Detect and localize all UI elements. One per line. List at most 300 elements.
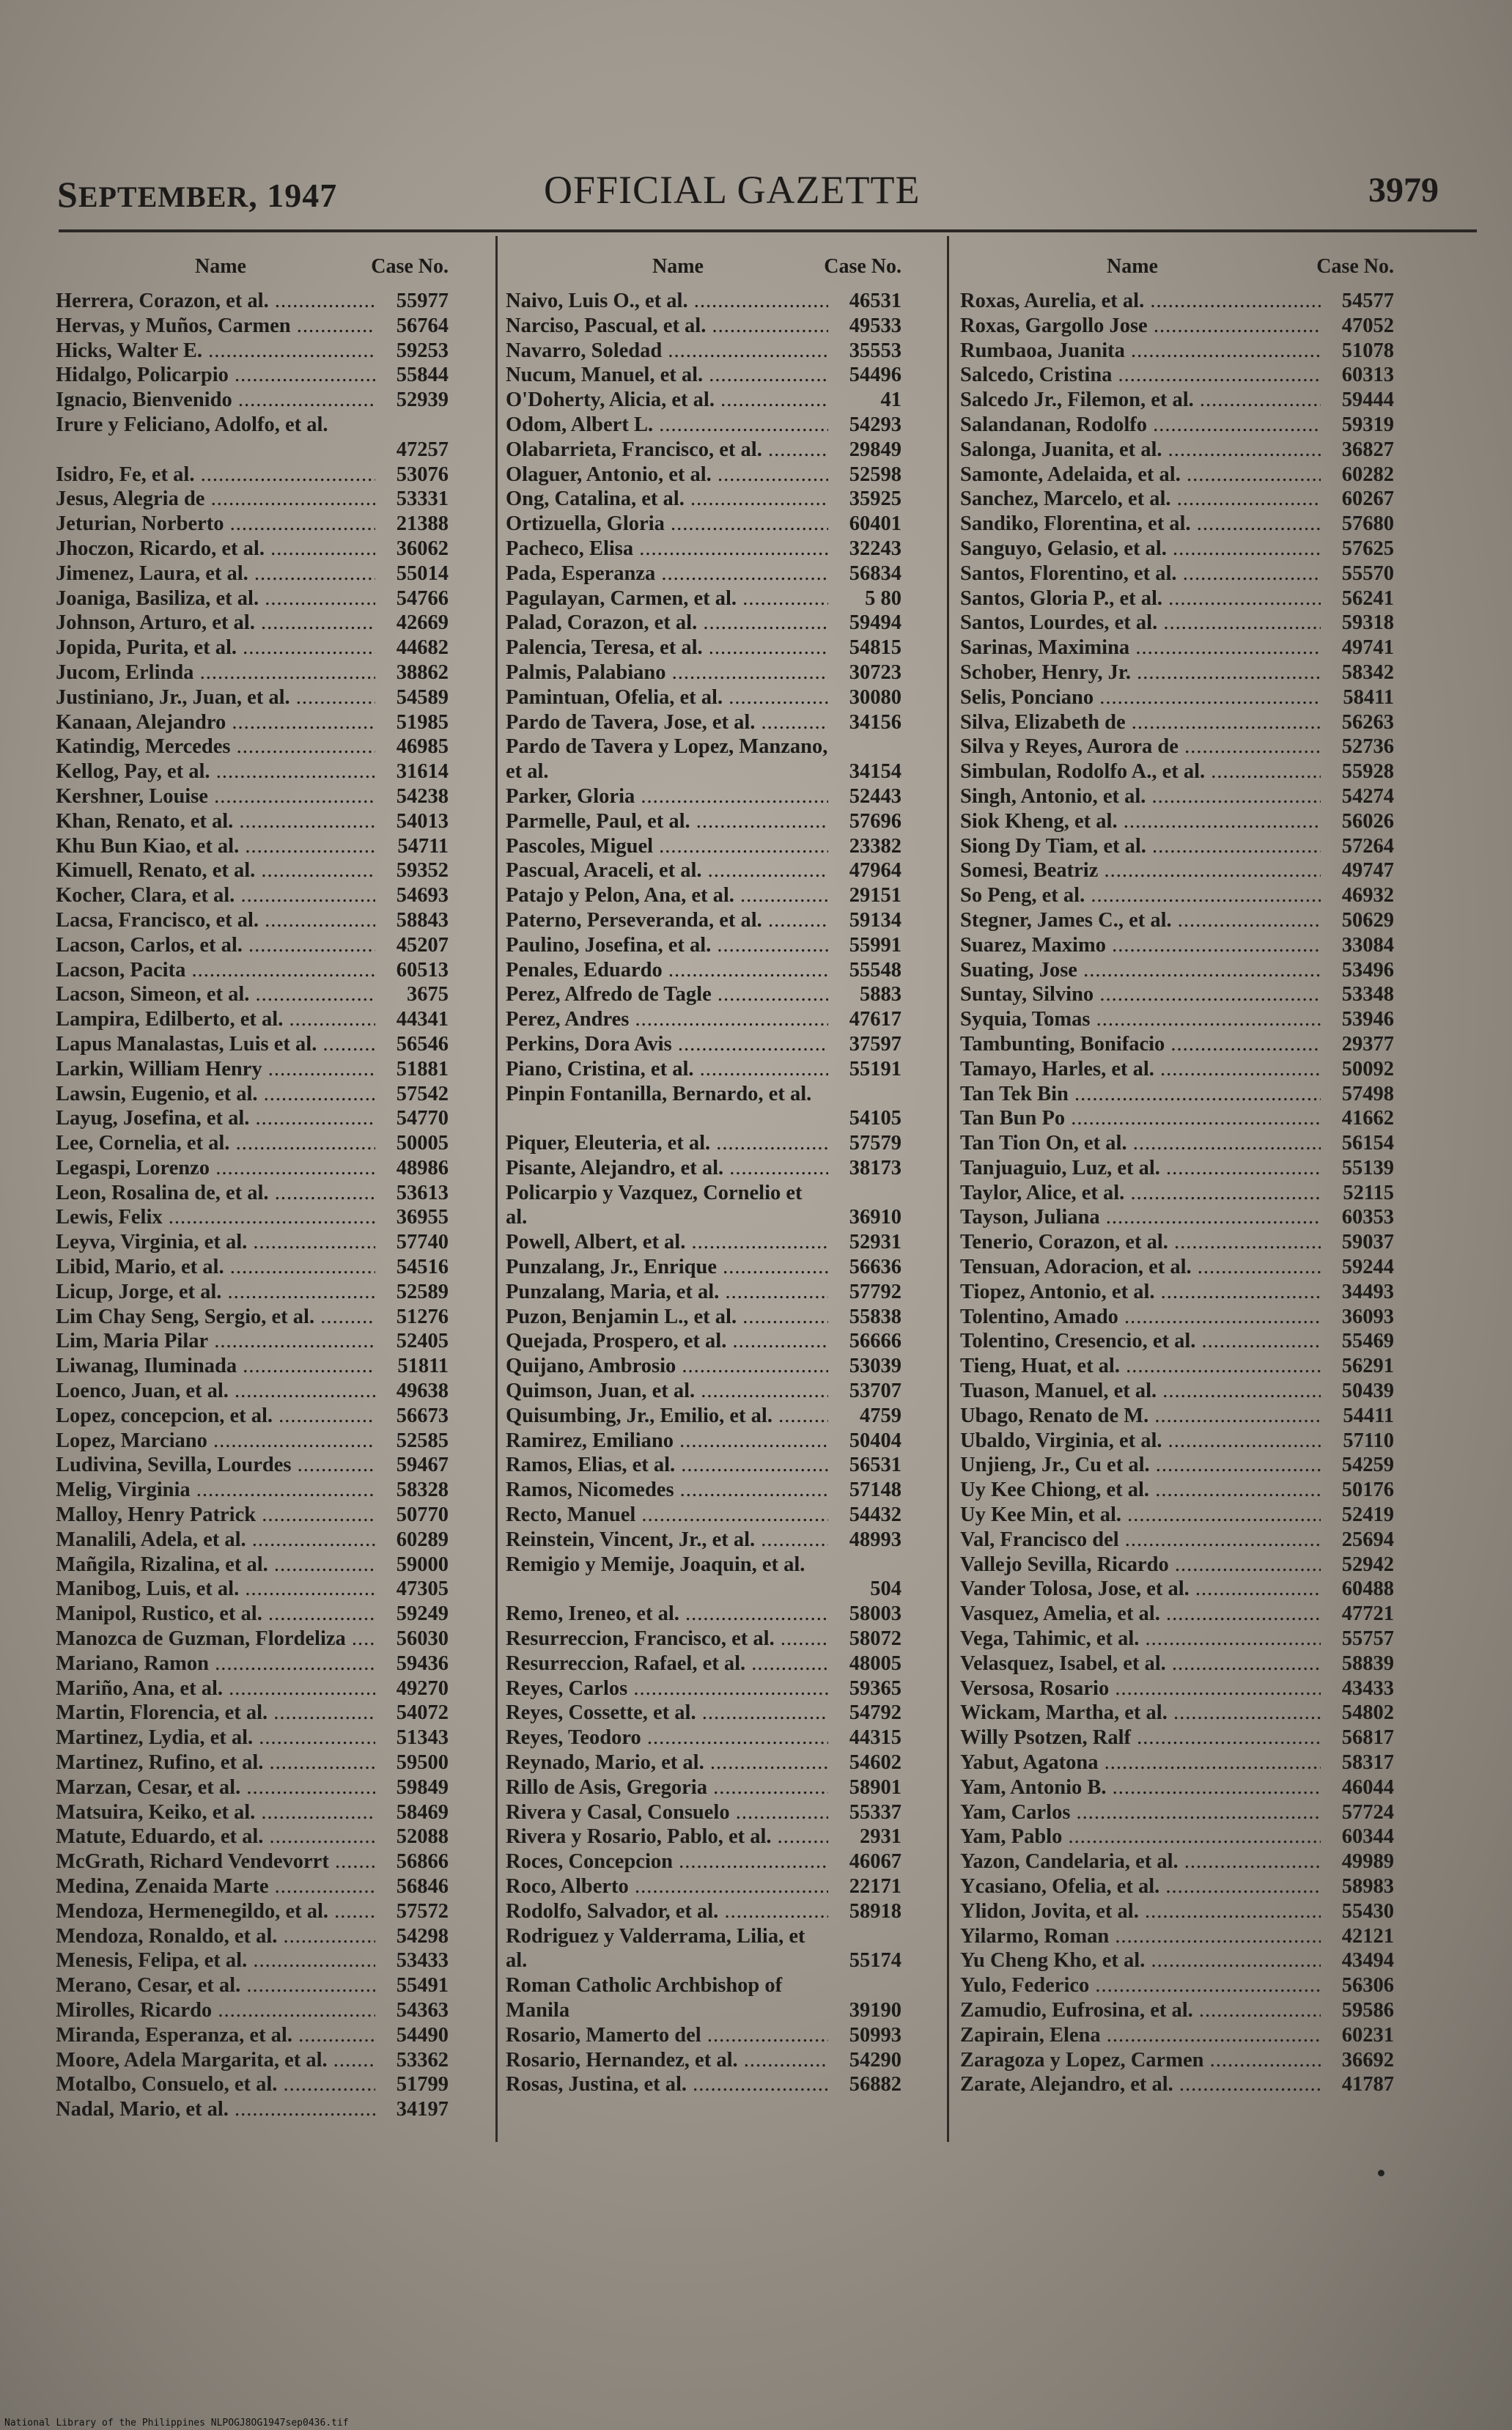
entry-case-number: 54259 — [1341, 1454, 1394, 1477]
column-1 — [56, 255, 449, 2122]
entry-case-number: 58843 — [396, 908, 449, 932]
column-3 — [960, 255, 1394, 2097]
index-entry — [960, 1404, 1394, 1429]
entry-name: Siong Dy Tiam, et al. ..... — [960, 834, 1321, 859]
entry-name: Mañgila, Rizalina, et al. ..... — [56, 1553, 375, 1577]
index-entry — [506, 1899, 901, 1924]
entry-name: Uy Kee Chiong, et al. ..... — [960, 1478, 1321, 1503]
entry-name: Pamintuan, Ofelia, et al. ..... — [506, 685, 828, 710]
entry-case-number: 55844 — [396, 364, 449, 387]
entry-name: Silva y Reyes, Aurora de ..... — [960, 734, 1321, 759]
index-entry — [960, 1255, 1394, 1280]
entry-name: Olaguer, Antonio, et al. ..... — [506, 463, 828, 487]
entry-case-number: 44341 — [396, 1008, 449, 1031]
entry-name: Vander Tolosa, Jose, et al. ..... — [960, 1577, 1321, 1602]
entry-name: So Peng, et al. ..... — [960, 883, 1321, 908]
index-entry — [56, 1156, 449, 1181]
entry-name: Libid, Mario, et al. ..... — [56, 1255, 375, 1280]
entry-name: Punzalang, Maria, et al. ..... — [506, 1280, 828, 1305]
entry-case-number: 60313 — [1341, 364, 1394, 387]
entry-case-number: 59244 — [1341, 1256, 1394, 1279]
entry-case-number: 51343 — [396, 1726, 449, 1750]
entry-case-number: 59037 — [1341, 1231, 1394, 1254]
entry-case-number: 55991 — [849, 933, 901, 957]
entry-case-number: 56546 — [396, 1032, 449, 1056]
index-entry — [506, 1924, 901, 1974]
index-entry — [960, 883, 1394, 908]
entry-case-number: 41662 — [1341, 1107, 1394, 1130]
entry-name: Navarro, Soledad ..... — [506, 339, 828, 364]
entry-case-number: 504 — [870, 1577, 901, 1601]
entry-name: Rosas, Justina, et al. ..... — [506, 2072, 828, 2097]
index-entry — [960, 1652, 1394, 1676]
entry-name: Jesus, Alegria de ..... — [56, 487, 375, 512]
entry-name: Salcedo Jr., Filemon, et al. ..... — [960, 388, 1321, 413]
entry-name: Suating, Jose ..... — [960, 958, 1321, 983]
index-entry — [56, 908, 449, 933]
entry-name: Taylor, Alice, et al. ..... — [960, 1181, 1321, 1206]
entry-case-number: 54766 — [396, 586, 449, 610]
index-entry — [506, 1849, 901, 1874]
index-entry — [506, 1057, 901, 1082]
index-entry — [56, 1503, 449, 1528]
index-entry — [56, 512, 449, 537]
entry-case-number: 56263 — [1341, 710, 1394, 734]
entry-case-number: 56241 — [1341, 586, 1394, 610]
entry-case-number: 46067 — [849, 1850, 901, 1874]
entry-name: Pagulayan, Carmen, et al. ..... — [506, 586, 828, 611]
index-entry — [960, 1106, 1394, 1131]
entry-case-number: 4759 — [860, 1404, 901, 1427]
entry-name: Matute, Eduardo, et al. ..... — [56, 1825, 375, 1849]
index-entry — [960, 611, 1394, 636]
entry-case-number: 56291 — [1341, 1355, 1394, 1378]
entry-case-number: 47617 — [849, 1008, 901, 1031]
index-entry — [960, 388, 1394, 413]
index-entry — [960, 1825, 1394, 1849]
index-entry — [56, 1726, 449, 1750]
entry-name: Rodolfo, Salvador, et al. ..... — [506, 1899, 828, 1924]
index-entry — [960, 1429, 1394, 1454]
index-entry — [56, 1924, 449, 1949]
entry-case-number: 55014 — [396, 562, 449, 585]
entry-name: Yam, Carlos ..... — [960, 1800, 1321, 1825]
scan-footer: National Library of the Philippines NLPOGJ8OG1947sep0436.tif — [4, 2418, 349, 2429]
entry-name: Hicks, Walter E. ..... — [56, 339, 375, 364]
entry-case-number: 58411 — [1343, 685, 1394, 709]
entry-name: Yabut, Agatona ..... — [960, 1750, 1321, 1775]
index-entry — [56, 2072, 449, 2097]
index-entry — [960, 809, 1394, 834]
index-entry — [506, 1775, 901, 1800]
index-entry — [56, 562, 449, 586]
index-entry — [960, 1082, 1394, 1107]
index-entry — [506, 2072, 901, 2097]
index-entry — [960, 1775, 1394, 1800]
entry-case-number: 5883 — [860, 983, 901, 1006]
entry-case-number: 58328 — [396, 1479, 449, 1502]
entry-case-number: 52931 — [849, 1231, 901, 1254]
index-entry — [506, 784, 901, 809]
index-entry — [56, 1453, 449, 1478]
entry-name: Singh, Antonio, et al. ..... — [960, 784, 1321, 809]
index-entry — [960, 982, 1394, 1007]
entry-name: Stegner, James C., et al. ..... — [960, 908, 1321, 933]
entry-name: Quejada, Prospero, et al. ..... — [506, 1329, 828, 1354]
entry-name: O'Doherty, Alicia, et al. ..... — [506, 388, 828, 413]
index-entry — [56, 2097, 449, 2122]
index-entry — [56, 1181, 449, 1206]
entry-name: Justiniano, Jr., Juan, et al. ..... — [56, 685, 375, 710]
index-entry — [56, 1230, 449, 1255]
entry-name: Lewis, Felix ..... — [56, 1205, 375, 1230]
index-entry — [56, 1429, 449, 1454]
entry-name: Tayson, Juliana ..... — [960, 1205, 1321, 1230]
entry-name: Tanjuaguio, Luz, et al. ..... — [960, 1156, 1321, 1181]
column-header — [506, 255, 901, 289]
entry-case-number: 55139 — [1341, 1156, 1394, 1179]
index-entry — [506, 908, 901, 933]
index-entry — [960, 512, 1394, 537]
index-entry — [960, 685, 1394, 710]
index-entry — [506, 1404, 901, 1429]
index-entry — [960, 1800, 1394, 1825]
entry-name: Syquia, Tomas ..... — [960, 1007, 1321, 1032]
entry-case-number: 36093 — [1341, 1305, 1394, 1328]
entry-name: Mendoza, Hermenegildo, et al. ..... — [56, 1899, 375, 1924]
index-entry — [56, 1577, 449, 1602]
entry-case-number: 43494 — [1341, 1949, 1394, 1973]
index-entry — [960, 908, 1394, 933]
index-entry — [960, 1329, 1394, 1354]
index-entry — [960, 1131, 1394, 1156]
index-entry — [960, 2072, 1394, 2097]
entry-case-number: 34493 — [1341, 1280, 1394, 1303]
entry-name: Pardo de Tavera, Jose, et al. ..... — [506, 710, 828, 735]
entry-case-number: 52736 — [1341, 735, 1394, 759]
index-entry — [56, 537, 449, 562]
index-entry — [56, 1627, 449, 1652]
publication-title: OFFICIAL GAZETTE — [544, 168, 921, 212]
entry-name: Mariano, Ramon ..... — [56, 1652, 375, 1676]
entry-name: Menesis, Felipa, et al. ..... — [56, 1948, 375, 1973]
index-entry — [506, 1800, 901, 1825]
index-entry — [960, 1156, 1394, 1181]
entry-case-number: 51799 — [396, 2073, 449, 2096]
index-entry — [506, 363, 901, 388]
index-entry — [960, 710, 1394, 735]
index-entry — [56, 834, 449, 859]
entry-case-number: 58983 — [1341, 1875, 1394, 1898]
index-entry — [960, 487, 1394, 512]
entry-name: Parmelle, Paul, et al. ..... — [506, 809, 828, 834]
entry-name: Lacson, Carlos, et al. ..... — [56, 933, 375, 958]
entry-case-number: 56666 — [849, 1330, 901, 1353]
entry-name: Zamudio, Eufrosina, et al. ..... — [960, 1998, 1321, 2023]
entry-name: Patajo y Pelon, Ana, et al. ..... — [506, 883, 828, 908]
entry-name: Johnson, Arturo, et al. ..... — [56, 611, 375, 636]
entry-name: Naivo, Luis O., et al. ..... — [506, 289, 828, 314]
index-entry — [506, 1750, 901, 1775]
index-entry — [506, 734, 901, 784]
entry-name: Kocher, Clara, et al. ..... — [56, 883, 375, 908]
entry-name: Palmis, Palabiano ..... — [506, 660, 828, 685]
entry-case-number: 54711 — [397, 834, 449, 858]
entry-name: Lampira, Edilberto, et al. ..... — [56, 1007, 375, 1032]
index-entry — [506, 1305, 901, 1330]
entry-case-number: 54496 — [849, 364, 901, 387]
entry-name: Isidro, Fe, et al. ..... — [56, 463, 375, 487]
entry-name: Medina, Zenaida Marte ..... — [56, 1874, 375, 1899]
entry-name: Roxas, Gargollo Jose ..... — [960, 314, 1321, 339]
entry-name: Ramirez, Emiliano ..... — [506, 1429, 828, 1454]
entry-name: Resurreccion, Rafael, et al. ..... — [506, 1652, 828, 1676]
entry-name: Tensuan, Adoracion, et al. ..... — [960, 1255, 1321, 1280]
index-entry — [56, 388, 449, 413]
entry-name: Joaniga, Basiliza, et al. ..... — [56, 586, 375, 611]
entry-case-number: 47052 — [1341, 314, 1394, 337]
entry-name: Melig, Virginia ..... — [56, 1478, 375, 1503]
index-entry — [506, 1156, 901, 1181]
entry-name: Wickam, Martha, et al. ..... — [960, 1701, 1321, 1726]
index-entry — [506, 1478, 901, 1503]
entry-case-number: 57264 — [1341, 834, 1394, 858]
entry-name: Rodriguez y Valderrama, Lilia, et al. — [506, 1924, 805, 1973]
entry-case-number: 53707 — [849, 1380, 901, 1403]
entry-name: Tieng, Huat, et al. ..... — [960, 1354, 1321, 1379]
entry-case-number: 60353 — [1341, 1206, 1394, 1229]
index-entry — [960, 1354, 1394, 1379]
index-entry — [506, 2023, 901, 2048]
index-entry — [56, 463, 449, 487]
column-header — [56, 255, 449, 289]
entry-name: McGrath, Richard Vendevorrt ..... — [56, 1849, 375, 1874]
entry-name: Yazon, Candelaria, et al. ..... — [960, 1849, 1321, 1874]
entry-case-number: 54577 — [1341, 290, 1394, 312]
entry-case-number: 34154 — [849, 760, 901, 784]
entry-case-number: 59249 — [396, 1602, 449, 1626]
entry-name: Siok Kheng, et al. ..... — [960, 809, 1321, 834]
index-entry — [56, 1305, 449, 1330]
entry-name: Lopez, concepcion, et al. ..... — [56, 1404, 375, 1429]
entry-case-number: 53076 — [396, 463, 449, 486]
entry-case-number: 52939 — [396, 389, 449, 412]
index-entry — [56, 734, 449, 759]
entry-case-number: 59500 — [396, 1751, 449, 1775]
entry-name: Ortizuella, Gloria ..... — [506, 512, 828, 537]
entry-name: Martinez, Rufino, et al. ..... — [56, 1750, 375, 1775]
entry-case-number: 50629 — [1341, 908, 1394, 932]
entry-name: Pardo de Tavera y Lopez, Manzano, et al. — [506, 735, 828, 784]
entry-name: Policarpio y Vazquez, Cornelio et al. — [506, 1181, 803, 1229]
index-entry — [56, 1948, 449, 1973]
index-entry — [960, 1181, 1394, 1206]
index-entry — [56, 1750, 449, 1775]
index-entry — [56, 710, 449, 735]
index-entry — [506, 883, 901, 908]
entry-case-number: 54290 — [849, 2048, 901, 2072]
entry-case-number: 54490 — [396, 2023, 449, 2047]
entry-case-number: 60344 — [1341, 1825, 1394, 1849]
index-entry — [506, 1255, 901, 1280]
entry-name: Perkins, Dora Avis ..... — [506, 1032, 828, 1057]
entry-case-number: 41 — [880, 389, 901, 412]
entry-case-number: 36910 — [849, 1206, 901, 1229]
index-entry — [506, 710, 901, 735]
entry-case-number: 58901 — [849, 1775, 901, 1799]
index-entry — [56, 1849, 449, 1874]
index-entry — [56, 1057, 449, 1082]
entry-case-number: 38862 — [396, 660, 449, 684]
index-entry — [56, 685, 449, 710]
entry-name: Zapirain, Elena ..... — [960, 2023, 1321, 2048]
entry-name: Legaspi, Lorenzo ..... — [56, 1156, 375, 1181]
entry-case-number: 43433 — [1341, 1676, 1394, 1700]
index-entry — [56, 611, 449, 636]
entry-case-number: 21388 — [396, 512, 449, 536]
entry-case-number: 56764 — [396, 314, 449, 337]
entry-case-number: 47305 — [396, 1577, 449, 1601]
index-entry — [960, 289, 1394, 314]
entry-name: Ylidon, Jovita, et al. ..... — [960, 1899, 1321, 1924]
entry-case-number: 59586 — [1341, 1998, 1394, 2022]
entry-case-number: 29377 — [1341, 1032, 1394, 1056]
index-entry — [506, 512, 901, 537]
index-entry — [56, 660, 449, 685]
entry-case-number: 52942 — [1341, 1553, 1394, 1576]
entry-name: Hervas, y Muños, Carmen ..... — [56, 314, 375, 339]
entry-name: Rumbaoa, Juanita ..... — [960, 339, 1321, 364]
entry-name: Reynado, Mario, et al. ..... — [506, 1750, 828, 1775]
index-entry — [960, 933, 1394, 958]
index-entry — [960, 363, 1394, 388]
entry-name: Vasquez, Amelia, et al. ..... — [960, 1602, 1321, 1627]
index-entry — [56, 2023, 449, 2048]
entry-name: Kimuell, Renato, et al. ..... — [56, 858, 375, 883]
entry-name: Perez, Alfredo de Tagle ..... — [506, 982, 828, 1007]
entry-name: Jopida, Purita, et al. ..... — [56, 636, 375, 660]
entry-name: Salonga, Juanita, et al. ..... — [960, 438, 1321, 463]
entry-name: Reinstein, Vincent, Jr., et al. ..... — [506, 1528, 828, 1553]
index-entry — [56, 1825, 449, 1849]
entry-case-number: 59253 — [396, 339, 449, 362]
entry-name: Tan Tek Bin ..... — [960, 1082, 1321, 1107]
entry-name: Zarate, Alejandro, et al. ..... — [960, 2072, 1321, 2097]
entry-name: Herrera, Corazon, et al. ..... — [56, 289, 375, 314]
entry-case-number: 51078 — [1341, 339, 1394, 362]
entry-case-number: 2931 — [860, 1825, 901, 1849]
entry-case-number: 60231 — [1341, 2023, 1394, 2047]
entry-name: Suarez, Maximo ..... — [960, 933, 1321, 958]
entry-case-number: 55928 — [1341, 760, 1394, 784]
entry-case-number: 51811 — [397, 1355, 449, 1378]
entry-case-number: 57148 — [849, 1479, 901, 1502]
entry-name: Tiopez, Antonio, et al. ..... — [960, 1280, 1321, 1305]
index-entry — [960, 734, 1394, 759]
index-entry — [960, 1948, 1394, 1973]
index-entry — [56, 339, 449, 364]
entry-name: Tolentino, Cresencio, et al. ..... — [960, 1329, 1321, 1354]
entry-case-number: 59352 — [396, 859, 449, 883]
entry-name: Punzalang, Jr., Enrique ..... — [506, 1255, 828, 1280]
entry-case-number: 56636 — [849, 1256, 901, 1279]
index-entry — [960, 636, 1394, 660]
index-entry — [56, 1874, 449, 1899]
entry-case-number: 50993 — [849, 2023, 901, 2047]
entry-case-number: 52115 — [1343, 1181, 1394, 1204]
entry-case-number: 56154 — [1341, 1132, 1394, 1155]
entry-name: Roco, Alberto ..... — [506, 1874, 828, 1899]
index-entry — [56, 958, 449, 983]
index-entry — [960, 1627, 1394, 1652]
entry-name: Odom, Albert L. ..... — [506, 413, 828, 438]
entry-name: Vallejo Sevilla, Ricardo ..... — [960, 1553, 1321, 1577]
index-entry — [506, 1627, 901, 1652]
index-entry — [56, 586, 449, 611]
entry-name: Velasquez, Isabel, et al. ..... — [960, 1652, 1321, 1676]
index-entry — [960, 660, 1394, 685]
entry-name: Katindig, Mercedes ..... — [56, 734, 375, 759]
entry-case-number: 37597 — [849, 1032, 901, 1056]
entry-name: Lopez, Marciano ..... — [56, 1429, 375, 1454]
entry-name: Reyes, Cossette, et al. ..... — [506, 1701, 828, 1726]
index-entry — [960, 1899, 1394, 1924]
index-entry — [960, 1726, 1394, 1750]
index-entry — [960, 314, 1394, 339]
entry-case-number: 56882 — [849, 2073, 901, 2096]
page-header — [57, 167, 1439, 226]
entry-name: Piquer, Eleuteria, et al. ..... — [506, 1131, 828, 1156]
entry-case-number: 54516 — [396, 1256, 449, 1279]
entry-case-number: 54013 — [396, 809, 449, 833]
column-divider — [495, 236, 498, 2142]
page-number: 3979 — [1368, 171, 1439, 210]
index-entry — [56, 858, 449, 883]
entry-case-number: 58342 — [1341, 660, 1394, 684]
entry-case-number: 58003 — [849, 1602, 901, 1626]
entry-case-number: 32243 — [849, 537, 901, 560]
index-entry — [56, 982, 449, 1007]
entry-name: Puzon, Benjamin L., et al. ..... — [506, 1305, 828, 1330]
index-entry — [56, 1775, 449, 1800]
index-entry — [506, 1181, 901, 1231]
entry-name: Tambunting, Bonifacio ..... — [960, 1032, 1321, 1057]
entry-name: Lacson, Simeon, et al. ..... — [56, 982, 375, 1007]
case-heading: Case No. — [824, 255, 901, 278]
entry-case-number: 53946 — [1341, 1008, 1394, 1031]
index-entry — [960, 2048, 1394, 2073]
entry-case-number: 60267 — [1341, 487, 1394, 511]
index-entry — [506, 289, 901, 314]
entry-name: Quisumbing, Jr., Emilio, et al. ..... — [506, 1404, 828, 1429]
entry-case-number: 47964 — [849, 859, 901, 883]
entry-name: Roxas, Aurelia, et al. ..... — [960, 289, 1321, 314]
entry-name: Lim Chay Seng, Sergio, et al. ..... — [56, 1305, 375, 1330]
entry-case-number: 52088 — [396, 1825, 449, 1849]
entry-name: Mariño, Ana, et al. ..... — [56, 1676, 375, 1701]
index-entry — [506, 388, 901, 413]
entry-case-number: 55174 — [849, 1949, 901, 1973]
entry-case-number: 50092 — [1341, 1057, 1394, 1080]
index-entry — [506, 1553, 901, 1602]
index-entry — [960, 834, 1394, 859]
entry-case-number: 57792 — [849, 1280, 901, 1303]
index-entry — [506, 1602, 901, 1627]
index-entry — [56, 1652, 449, 1676]
entry-case-number: 52585 — [396, 1429, 449, 1452]
entry-case-number: 49638 — [396, 1380, 449, 1403]
entry-name: Layug, Josefina, et al. ..... — [56, 1106, 375, 1131]
